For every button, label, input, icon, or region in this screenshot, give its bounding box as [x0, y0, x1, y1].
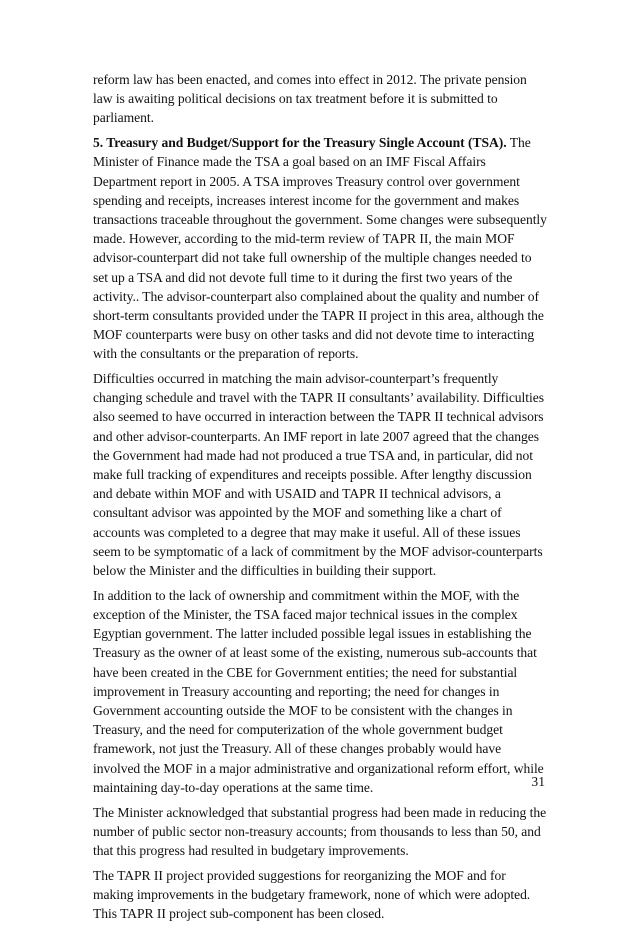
- paragraph-tsa-section: [93, 133, 548, 363]
- section-heading: 5. Treasury and Budget/Support for the Treasury Single Account (TSA).: [93, 135, 507, 151]
- paragraph-ownership: [93, 586, 548, 797]
- page-number: 31: [531, 774, 545, 789]
- paragraph-minister-acknowledged: [93, 803, 548, 861]
- document-page: [93, 70, 548, 929]
- paragraph-text: reform law has been enacted, and comes into effect in 2012. The private pension law is awaiting political decisions on tax treatment before it is submitted to parliament.: [93, 72, 527, 126]
- paragraph-difficulties: [93, 369, 548, 580]
- paragraph-text: The Minister acknowledged that substantial progress had been made in reducing the number of public sector non-treasury accounts; from thousands to less than 50, and that this progress had resulted in budgetary improvements.: [93, 804, 547, 858]
- paragraph-text: The Minister of Finance made the TSA a goal based on an IMF Fiscal Affairs Department report in 2005. A TSA improves Treasury control over government spending and receipts, increases interest income for the government and makes transactions traceable throughout the government. Some changes were subsequently made. However, according to the mid-term review of TAPR II, the main MOF advisor-counterpart did not take full ownership of the multiple changes needed to set up a TSA and did not devote full time to it during the first two years of the activity.. The advisor-counterpart also complained about the quality and number of short-term consultants provided under the TAPR II project in this area, although the MOF counterparts were busy on other tasks and did not devote time to interacting with the consultants or the preparation of reports.: [93, 135, 547, 362]
- paragraph-pension-law: [93, 70, 548, 128]
- paragraph-text: The TAPR II project provided suggestions for reorganizing the MOF and for making improvements in the budgetary framework, none of which were adopted. This TAPR II project sub-component has been closed.: [93, 867, 531, 922]
- paragraph-text: In addition to the lack of ownership and commitment within the MOF, with the exception of the Minister, the TSA faced major technical issues in the complex Egyptian government. The latter included possible legal issues in establishing the Treasury as the owner of at least some of the existing, numerous sub-accounts that have been created in the CBE for Government entities; the need for substantial improvement in Treasury accounting and reporting; the need for changes in Government accounting outside the MOF to be consistent with the changes in Treasury, and the need for computerization of the whole government budget framework, not just the Treasury. All of these changes probably would have involved the MOF in a major administrative and organizational reform effort, while maintaining day-to-day operations at the same time.: [93, 587, 544, 795]
- paragraph-text: Difficulties occurred in matching the main advisor-counterpart’s frequently changing schedule and travel with the TAPR II consultants’ availability. Difficulties also seemed to have occurred in interaction between the TAPR II technical advisors and other advisor-counterparts. An IMF report in late 2007 agreed that the changes the Government had made had not produced a true TSA and, in particular, did not make full tracking of expenditures and receipts possible. After lengthy discussion and debate within MOF and with USAID and TAPR II technical advisors, a consultant advisor was appointed by the MOF and something like a chart of accounts was completed to a degree that may make it useful. All of these issues seem to be symptomatic of a lack of commitment by the MOF advisor-counterparts below the Minister and the difficulties in building their support.: [93, 371, 544, 579]
- paragraph-suggestions: [93, 866, 548, 924]
